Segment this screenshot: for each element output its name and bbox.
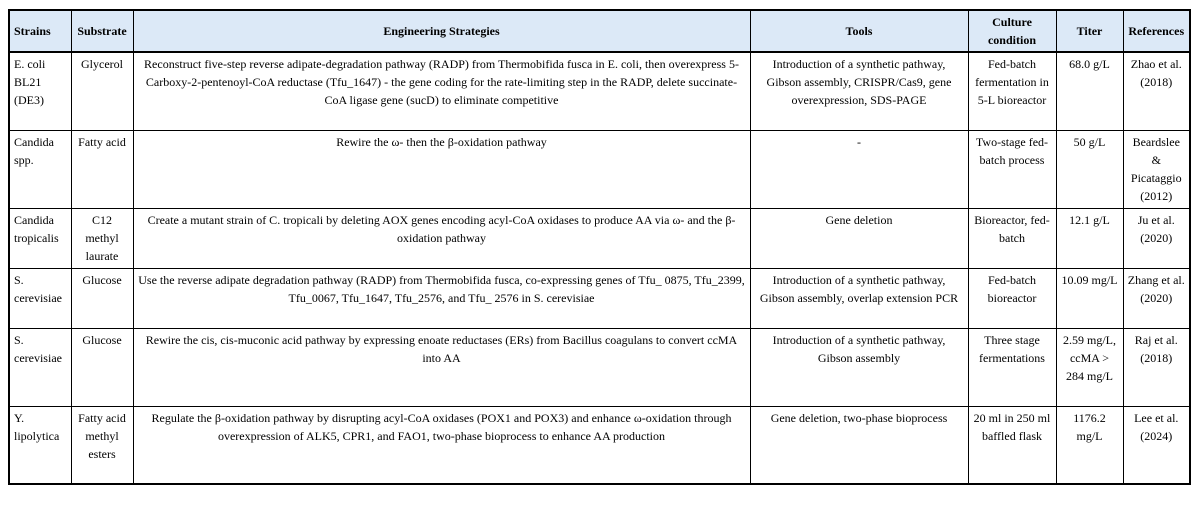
- cell-strategies: Rewire the cis, cis-muconic acid pathway by expressing enoate reductases (ERs) from Bacillus coagulans to convert ccMA into AA: [133, 328, 750, 406]
- cell-tools: Introduction of a synthetic pathway, Gibson assembly, CRISPR/Cas9, gene overexpression, SDS-PAGE: [750, 52, 968, 130]
- cell-strategies: Create a mutant strain of C. tropicali by deleting AOX genes encoding acyl-CoA oxidases to produce AA via ω- and the β-oxidation pathway: [133, 208, 750, 268]
- cell-tools: Introduction of a synthetic pathway, Gibson assembly, overlap extension PCR: [750, 268, 968, 328]
- cell-strain: S. cerevisiae: [9, 328, 71, 406]
- cell-strategies: Use the reverse adipate degradation pathway (RADP) from Thermobifida fusca, co-expressing genes of Tfu_ 0875, Tfu_2399, Tfu_0067, Tfu_1647, Tfu_2576, and Tfu_ 2576 in S. cerevisiae: [133, 268, 750, 328]
- cell-strain: Candida tropicalis: [9, 208, 71, 268]
- cell-culture: Three stage fermentations: [968, 328, 1056, 406]
- header-culture: Culture condition: [968, 10, 1056, 52]
- cell-reference: Zhang et al. (2020): [1123, 268, 1190, 328]
- table-header-row: [9, 10, 1190, 52]
- cell-substrate: Fatty acid methyl esters: [71, 406, 133, 484]
- header-titer: Titer: [1056, 10, 1123, 52]
- cell-substrate: C12 methyl laurate: [71, 208, 133, 268]
- cell-culture: Bioreactor, fed-batch: [968, 208, 1056, 268]
- cell-strategies: Regulate the β-oxidation pathway by disrupting acyl-CoA oxidases (POX1 and POX3) and enhance ω-oxidation through overexpression of ALK5, CPR1, and FAO1, two-phase bioprocess to enhance AA production: [133, 406, 750, 484]
- table-row: [9, 406, 1190, 484]
- engineering-strategies-table: [8, 9, 1191, 485]
- cell-titer: 12.1 g/L: [1056, 208, 1123, 268]
- cell-culture: Fed-batch fermentation in 5-L bioreactor: [968, 52, 1056, 130]
- header-strategies: Engineering Strategies: [133, 10, 750, 52]
- cell-strain: Candida spp.: [9, 130, 71, 208]
- table-row: [9, 52, 1190, 130]
- cell-strain: S. cerevisiae: [9, 268, 71, 328]
- cell-substrate: Glycerol: [71, 52, 133, 130]
- cell-tools: Gene deletion, two-phase bioprocess: [750, 406, 968, 484]
- cell-strategies: Rewire the ω- then the β-oxidation pathway: [133, 130, 750, 208]
- header-substrate: Substrate: [71, 10, 133, 52]
- table-row: [9, 328, 1190, 406]
- cell-culture: Fed-batch bioreactor: [968, 268, 1056, 328]
- cell-culture: Two-stage fed-batch process: [968, 130, 1056, 208]
- cell-strain: E. coli BL21 (DE3): [9, 52, 71, 130]
- cell-titer: 2.59 mg/L, ccMA > 284 mg/L: [1056, 328, 1123, 406]
- cell-reference: Ju et al. (2020): [1123, 208, 1190, 268]
- cell-tools: -: [750, 130, 968, 208]
- header-strains: Strains: [9, 10, 71, 52]
- table-row: [9, 130, 1190, 208]
- cell-strain: Y. lipolytica: [9, 406, 71, 484]
- table-row: [9, 268, 1190, 328]
- cell-reference: Lee et al. (2024): [1123, 406, 1190, 484]
- cell-titer: 10.09 mg/L: [1056, 268, 1123, 328]
- cell-substrate: Glucose: [71, 328, 133, 406]
- cell-titer: 68.0 g/L: [1056, 52, 1123, 130]
- cell-reference: Beardslee & Picataggio (2012): [1123, 130, 1190, 208]
- header-references: References: [1123, 10, 1190, 52]
- table-row: [9, 208, 1190, 268]
- cell-reference: Raj et al. (2018): [1123, 328, 1190, 406]
- cell-tools: Gene deletion: [750, 208, 968, 268]
- cell-reference: Zhao et al. (2018): [1123, 52, 1190, 130]
- cell-substrate: Glucose: [71, 268, 133, 328]
- cell-titer: 1176.2 mg/L: [1056, 406, 1123, 484]
- cell-tools: Introduction of a synthetic pathway, Gibson assembly: [750, 328, 968, 406]
- cell-titer: 50 g/L: [1056, 130, 1123, 208]
- cell-substrate: Fatty acid: [71, 130, 133, 208]
- cell-culture: 20 ml in 250 ml baffled flask: [968, 406, 1056, 484]
- cell-strategies: Reconstruct five-step reverse adipate-degradation pathway (RADP) from Thermobifida fusca in E. coli, then overexpress 5-Carboxy-2-pentenoyl-CoA reductase (Tfu_1647) - the gene coding for the rate-limiting step in the RADP, delete succinate-CoA ligase gene (sucD) to eliminate competitive: [133, 52, 750, 130]
- header-tools: Tools: [750, 10, 968, 52]
